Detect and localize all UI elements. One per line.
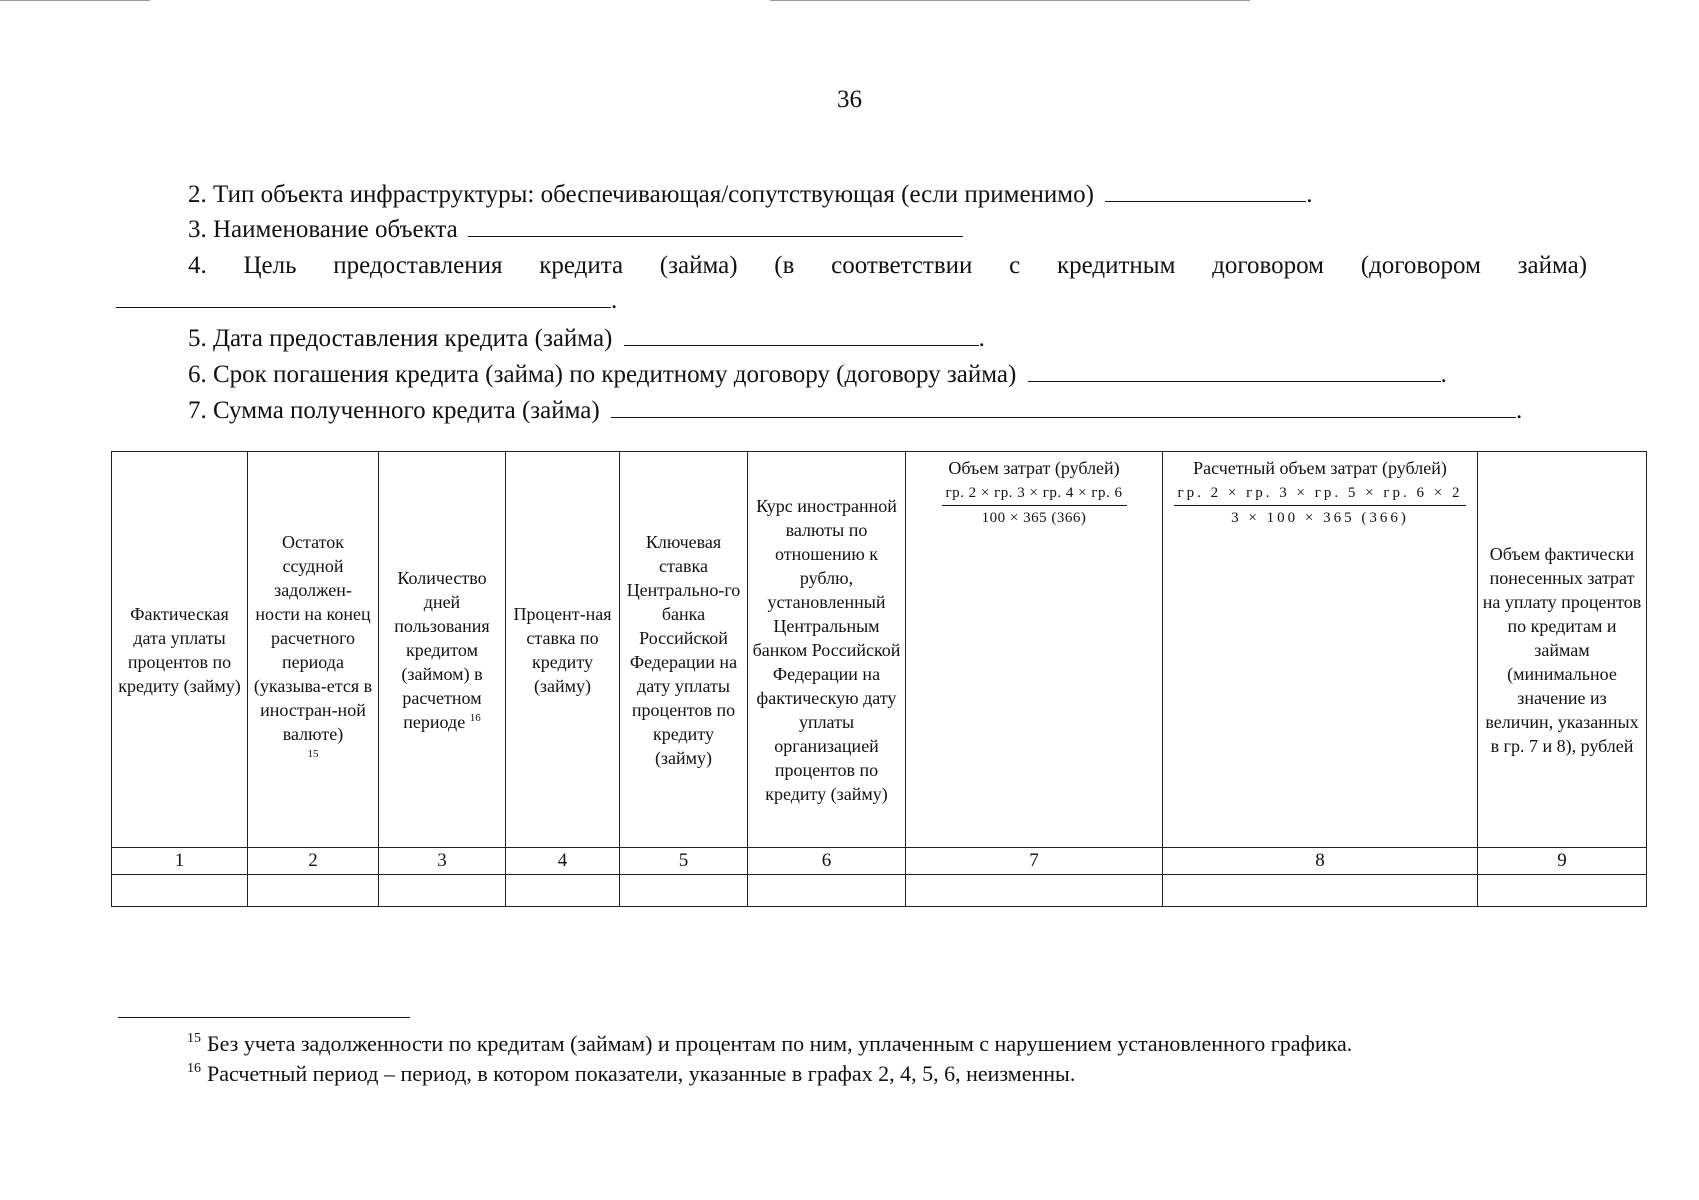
form-line-credit-date xyxy=(188,324,985,353)
column-number: 3 xyxy=(379,848,506,875)
col-header-interest-rate xyxy=(506,452,620,848)
footnote-text: Без учета задолженности по кредитам (займам) и процентам по ним, уплаченным с нарушением установленного графика. xyxy=(207,1031,1353,1056)
column-number: 7 xyxy=(906,848,1163,875)
purpose-word: (займа) xyxy=(659,252,738,279)
form-line-credit-purpose xyxy=(188,252,1587,280)
column-number-row xyxy=(112,848,1647,875)
object-type-field[interactable] xyxy=(1105,180,1306,202)
column-number: 2 xyxy=(248,848,379,875)
credit-date-field[interactable] xyxy=(624,324,979,346)
form-line-object-name xyxy=(188,215,963,244)
col-header-text: Объем затрат (рублей) xyxy=(948,458,1120,478)
object-name-field[interactable] xyxy=(468,215,963,237)
footnote-mark: 16 xyxy=(187,1061,201,1076)
form-label-credit-date: 5. Дата предоставления кредита (займа) xyxy=(188,325,613,352)
purpose-word: предоставления xyxy=(333,252,503,279)
formula-numerator: гр. 2 × гр. 3 × гр. 5 × гр. 6 × 2 xyxy=(1174,484,1467,506)
purpose-word: с xyxy=(1009,252,1021,279)
col-header-cost-volume xyxy=(906,452,1163,848)
scan-edge-right xyxy=(770,0,1250,1)
table-cell[interactable] xyxy=(748,875,906,907)
purpose-word: (в xyxy=(774,252,795,279)
column-number: 8 xyxy=(1163,848,1478,875)
table-cell[interactable] xyxy=(248,875,379,907)
col-header-exchange-rate xyxy=(748,452,906,848)
table-cell[interactable] xyxy=(1478,875,1647,907)
purpose-word: договором xyxy=(1212,252,1324,279)
calc-cost-volume-formula xyxy=(1174,484,1467,528)
footnote-mark: 15 xyxy=(187,1031,201,1046)
col-header-days-count xyxy=(379,452,506,848)
table-cell[interactable] xyxy=(1163,875,1478,907)
form-label-credit-amount: 7. Сумма полученного кредита (займа) xyxy=(188,397,600,424)
column-number: 1 xyxy=(112,848,248,875)
col-header-text: Процент-ная ставка по кредиту (займу) xyxy=(513,603,612,696)
formula-denominator: 3 × 100 × 365 (366) xyxy=(1231,510,1409,526)
formula-denominator: 100 × 365 (366) xyxy=(981,510,1087,526)
col-header-text: Объем фактически понесенных затрат на уплату процентов по кредитам и займам (минимальное значение из величин, указанных в гр. 7 и 8), рублей xyxy=(1482,543,1642,756)
col-header-text: Расчетный объем затрат (рублей) xyxy=(1193,458,1447,478)
form-line-credit-purpose-cont xyxy=(116,286,617,315)
col-header-text: Количество дней пользования кредитом (займом) в расчетном периоде xyxy=(394,567,490,732)
purpose-word: займа) xyxy=(1517,252,1588,279)
footnote-15 xyxy=(187,1031,1352,1057)
credit-purpose-field[interactable] xyxy=(116,286,611,308)
credit-amount-field[interactable] xyxy=(611,396,1516,418)
cost-volume-formula xyxy=(942,484,1127,528)
footnote-text: Расчетный период – период, в котором показатели, указанные в графах 2, 4, 5, 6, неизменны. xyxy=(207,1061,1076,1086)
column-number: 5 xyxy=(620,848,748,875)
table-cell[interactable] xyxy=(379,875,506,907)
repayment-term-field[interactable] xyxy=(1028,360,1441,382)
form-line-end: . xyxy=(1306,181,1313,208)
interest-cost-table xyxy=(111,451,1647,907)
footnote-ref: 15 xyxy=(307,747,319,760)
footnote-16 xyxy=(187,1061,1075,1087)
form-label-object-name: 3. Наименование объекта xyxy=(188,216,458,243)
purpose-word: кредитным xyxy=(1056,252,1176,279)
table-data-row xyxy=(112,875,1647,907)
col-header-actual-cost xyxy=(1478,452,1647,848)
purpose-word: 4. Цель xyxy=(188,252,297,279)
form-line-end: . xyxy=(1515,397,1523,424)
col-header-text: Остаток ссудной задолжен-ности на конец расчетного периода (указыва-ется в иностран-ной валюте) xyxy=(253,531,373,744)
purpose-word: соответствии xyxy=(831,252,973,279)
col-header-calc-cost-volume xyxy=(1163,452,1478,848)
page-number: 36 xyxy=(837,86,862,113)
table-cell[interactable] xyxy=(506,875,620,907)
purpose-word: кредита xyxy=(539,252,624,279)
table-header-row xyxy=(112,452,1647,848)
form-label-repayment-term: 6. Срок погашения кредита (займа) по кредитному договору (договору займа) xyxy=(188,361,1017,388)
form-line-credit-amount xyxy=(188,396,1522,425)
table-cell[interactable] xyxy=(620,875,748,907)
footnote-separator xyxy=(118,1017,410,1018)
form-line-object-type xyxy=(188,180,1312,209)
column-number: 6 xyxy=(748,848,906,875)
table-cell[interactable] xyxy=(112,875,248,907)
scan-edge-left xyxy=(0,0,150,1)
col-header-loan-balance xyxy=(248,452,379,848)
column-number: 9 xyxy=(1478,848,1647,875)
form-line-end: . xyxy=(1440,361,1447,388)
col-header-key-rate xyxy=(620,452,748,848)
form-line-end: . xyxy=(611,287,618,314)
footnote-ref: 16 xyxy=(469,711,481,724)
form-label-object-type: 2. Тип объекта инфраструктуры: обеспечивающая/сопутствующая (если применимо) xyxy=(188,181,1094,208)
column-number: 4 xyxy=(506,848,620,875)
col-header-text: Ключевая ставка Центрально-го банка Российской Федерации на дату уплаты процентов по кредиту (займу) xyxy=(626,531,741,768)
formula-numerator: гр. 2 × гр. 3 × гр. 4 × гр. 6 xyxy=(942,484,1127,506)
form-line-end: . xyxy=(978,325,985,352)
table-cell[interactable] xyxy=(906,875,1163,907)
col-header-text: Фактическая дата уплаты процентов по кредиту (займу) xyxy=(118,603,241,696)
purpose-word: (договором xyxy=(1360,252,1481,279)
col-header-text: Курс иностранной валюты по отношению к рублю, установленный Центральным банком Российской Федерации на фактическую дату уплаты организацией процентов по кредиту (займу) xyxy=(752,495,901,804)
form-line-repayment-term xyxy=(188,360,1447,389)
col-header-payment-date xyxy=(112,452,248,848)
